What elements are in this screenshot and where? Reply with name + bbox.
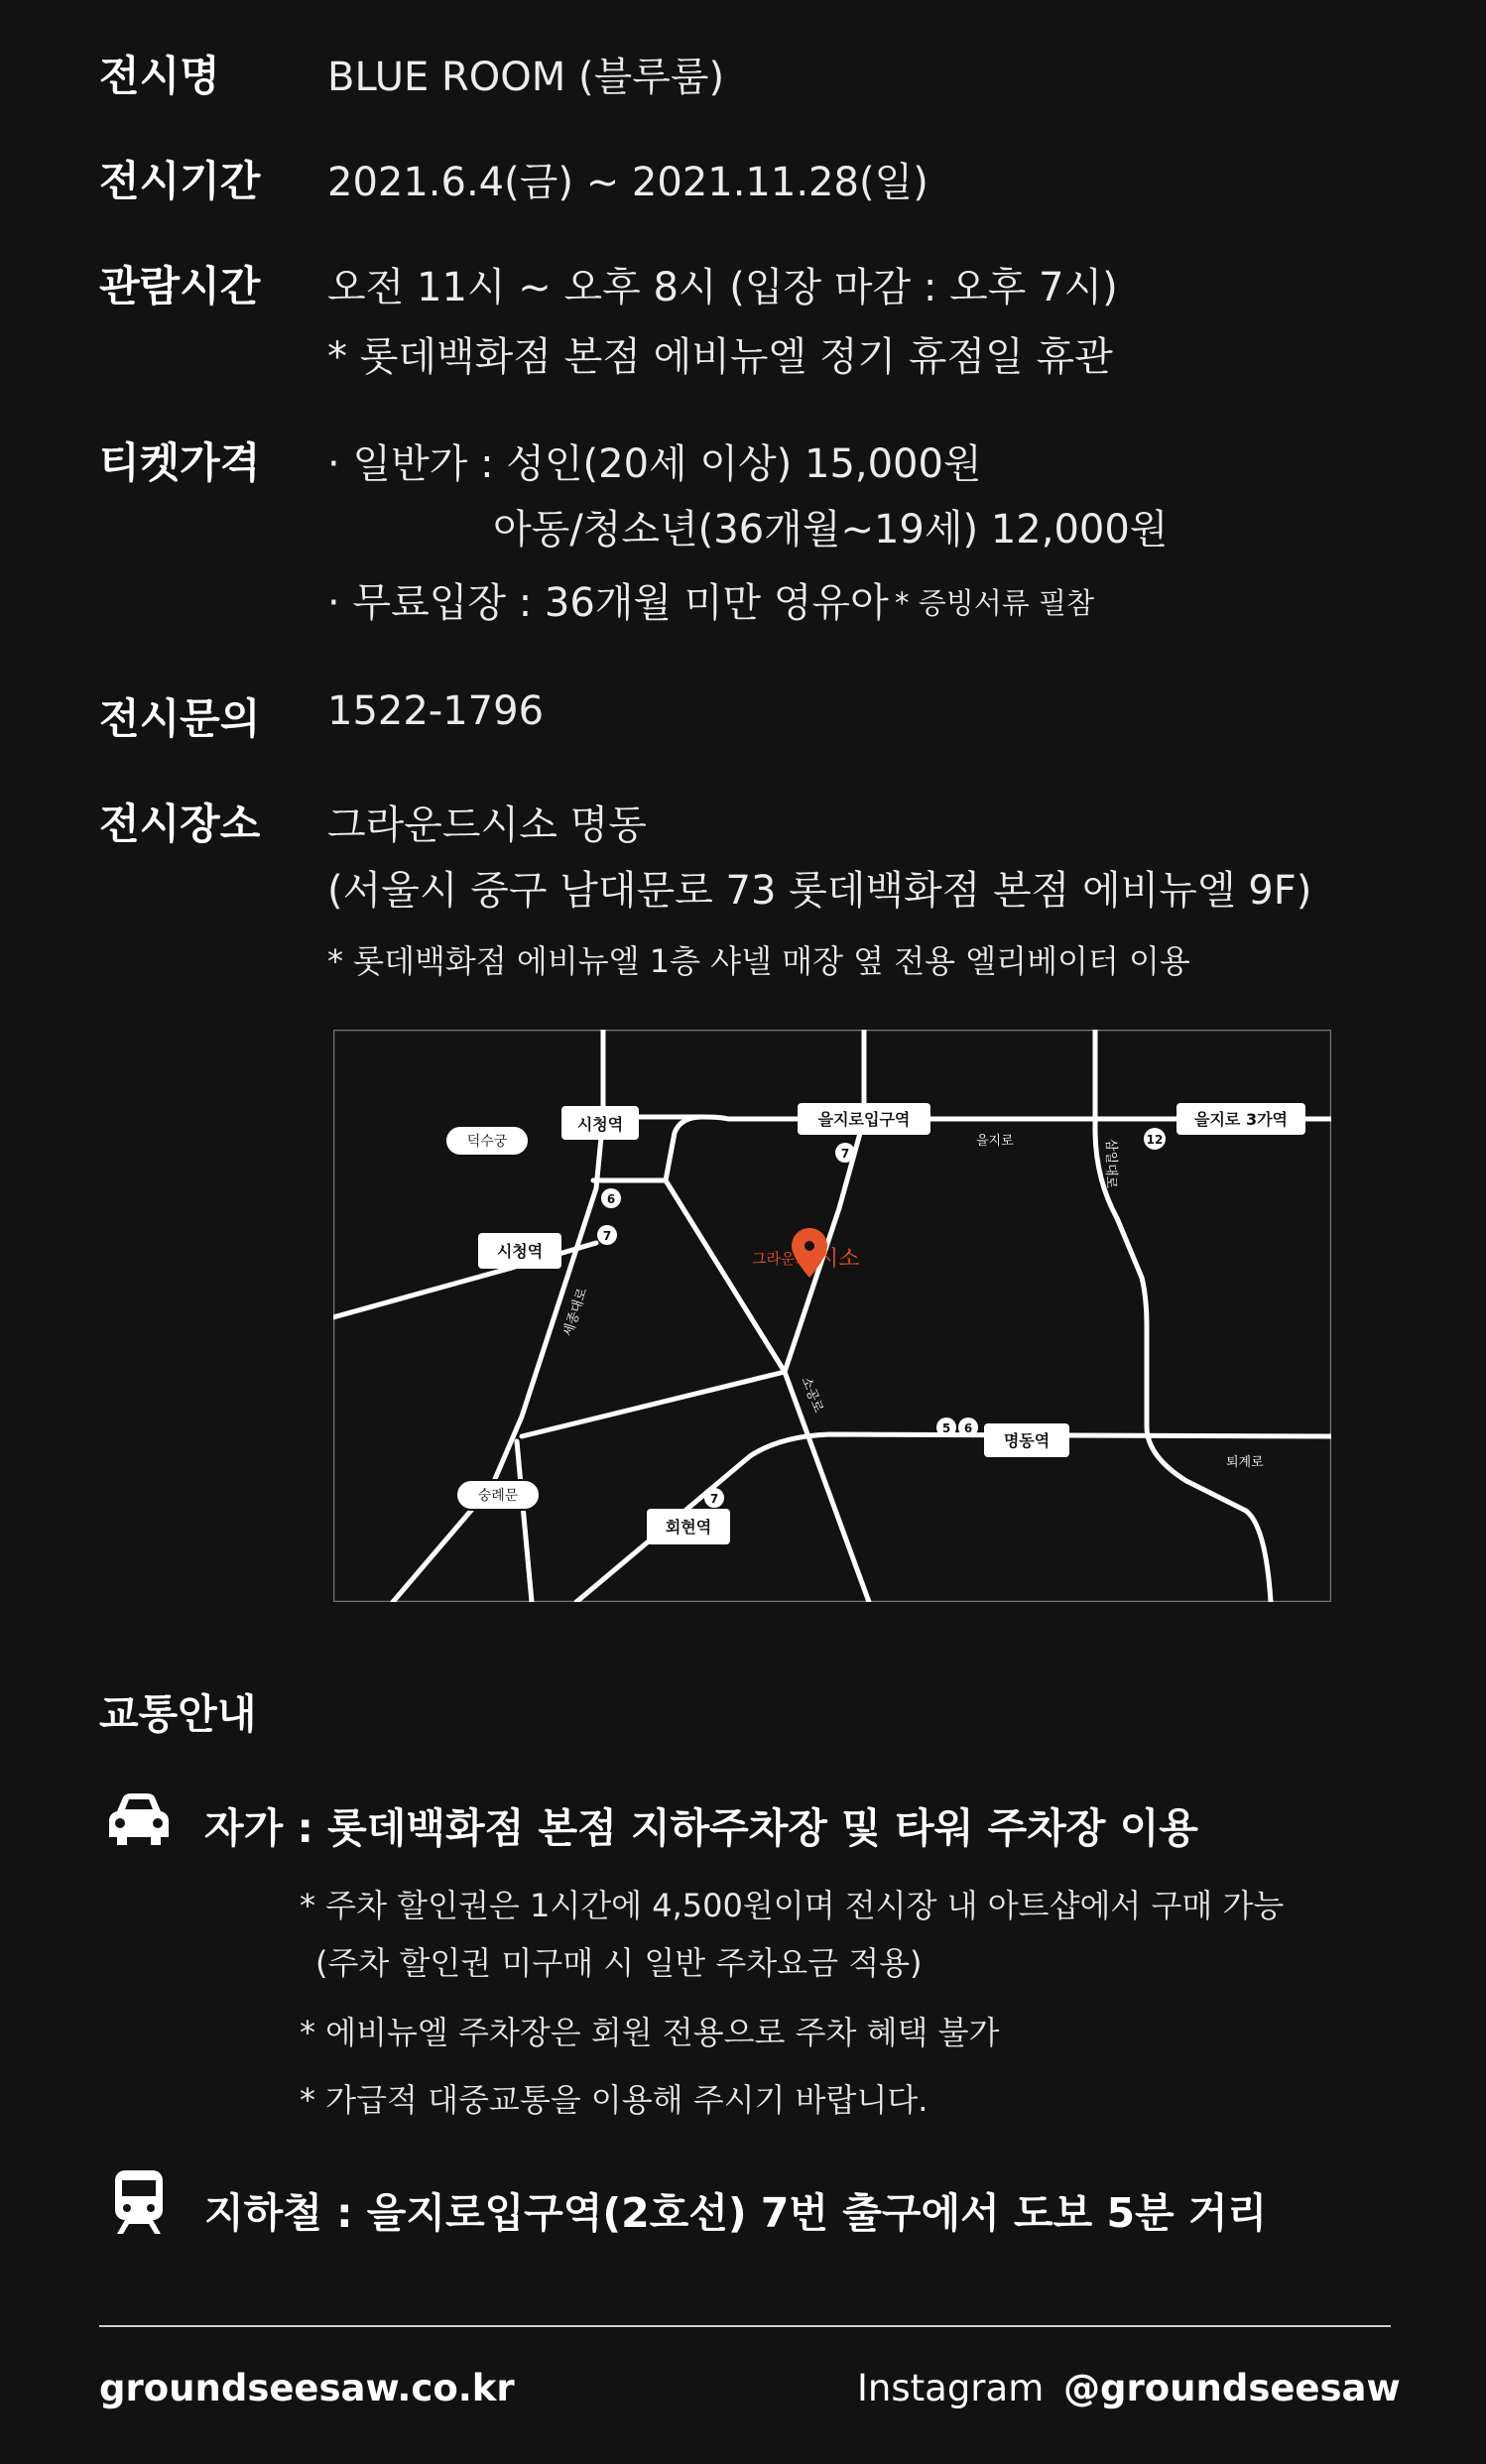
line-badge-7-euljiro: 7 xyxy=(840,1147,850,1161)
ticket-free-note: * 증빙서류 필참 xyxy=(895,586,1095,620)
station-myeongdong: 명동역 xyxy=(1003,1431,1051,1450)
subway-icon xyxy=(109,2168,169,2238)
location-map[interactable] xyxy=(333,1030,1331,1602)
car-note-1b: (주차 할인권 미구매 시 일반 주차요금 적용) xyxy=(315,1944,923,1982)
station-euljiro-3ga: 을지로 3가역 xyxy=(1194,1110,1288,1129)
car-note-3: * 가급적 대중교통을 이용해 주시기 바랍니다. xyxy=(300,2081,929,2119)
footer-divider xyxy=(99,2325,1391,2327)
inquiry-value[interactable]: 1522-1796 xyxy=(327,688,545,734)
line-badge-5: 5 xyxy=(941,1421,951,1435)
station-city-hall-left: 시청역 xyxy=(496,1242,544,1261)
hours-label: 관람시간 xyxy=(99,262,261,310)
road-toegye: 퇴계로 xyxy=(1226,1455,1264,1470)
destination-suffix: 시소 xyxy=(817,1247,860,1272)
instagram-handle[interactable]: @groundseesaw xyxy=(1063,2367,1401,2409)
venue-address: (서울시 중구 남대문로 73 롯데백화점 본점 에비뉴엘 9F) xyxy=(327,868,1312,914)
car-note-2: * 에비뉴엘 주차장은 회원 전용으로 주차 혜택 불가 xyxy=(300,2014,1000,2051)
landmark-sungnyemun: 숭례문 xyxy=(477,1488,519,1504)
car-icon xyxy=(105,1789,173,1849)
road-euljiro: 을지로 xyxy=(976,1134,1014,1149)
instagram-label: Instagram xyxy=(857,2367,1045,2409)
period-label: 전시기간 xyxy=(99,157,261,205)
destination-prefix: 그라운드 xyxy=(752,1250,809,1268)
inquiry-label: 전시문의 xyxy=(99,694,261,743)
period-value: 2021.6.4(금) ~ 2021.11.28(일) xyxy=(327,160,929,205)
landmark-deoksugung: 덕수궁 xyxy=(466,1134,508,1150)
ticket-general-adult: · 일반가 : 성인(20세 이상) 15,000원 xyxy=(327,441,982,487)
car-note-1: * 주차 할인권은 1시간에 4,500원이며 전시장 내 아트샵에서 구매 가능 xyxy=(300,1887,1285,1924)
line-badge-6: 6 xyxy=(606,1192,616,1206)
road-sejong: 세종대로 xyxy=(560,1286,591,1339)
hours-value: 오전 11시 ~ 오후 8시 (입장 마감 : 오후 7시) xyxy=(327,265,1118,310)
hours-note: * 롯데백화점 본점 에비뉴엘 정기 휴점일 휴관 xyxy=(327,334,1113,380)
ticket-general-youth: 아동/청소년(36개월~19세) 12,000원 xyxy=(493,507,1169,553)
road-samil: 삼일대로 xyxy=(1103,1139,1118,1189)
ticket-free: · 무료입장 : 36개월 미만 영유아 xyxy=(327,580,889,626)
website-link[interactable]: groundseesaw.co.kr xyxy=(99,2367,515,2409)
station-city-hall-top: 시청역 xyxy=(576,1115,624,1134)
subway-title: 지하철 : 을지로입구역(2호선) 7번 출구에서 도보 5분 거리 xyxy=(204,2189,1268,2237)
transport-title: 교통안내 xyxy=(99,1690,257,1738)
venue-label: 전시장소 xyxy=(99,800,261,848)
station-hoehyeon: 회현역 xyxy=(665,1518,712,1537)
line-badge-6-myeongdong: 6 xyxy=(963,1421,973,1435)
line-badge-7-hoehyeon: 7 xyxy=(709,1492,719,1506)
venue-name: 그라운드시소 명동 xyxy=(327,802,647,848)
station-euljiro-ipgu: 을지로입구역 xyxy=(817,1110,911,1129)
car-title: 자가 : 롯데백화점 본점 지하주차장 및 타워 주차장 이용 xyxy=(204,1804,1198,1852)
line-badge-12: 12 xyxy=(1146,1133,1164,1147)
venue-note: * 롯데백화점 에비뉴엘 1층 샤넬 매장 옆 전용 엘리베이터 이용 xyxy=(327,942,1190,980)
line-badge-7-cityhall: 7 xyxy=(602,1229,612,1243)
exhibition-name-value: BLUE ROOM (블루룸) xyxy=(327,55,725,100)
exhibition-name-label: 전시명 xyxy=(99,52,220,100)
road-sogong: 소공로 xyxy=(798,1374,826,1416)
ticket-label: 티켓가격 xyxy=(99,438,261,487)
